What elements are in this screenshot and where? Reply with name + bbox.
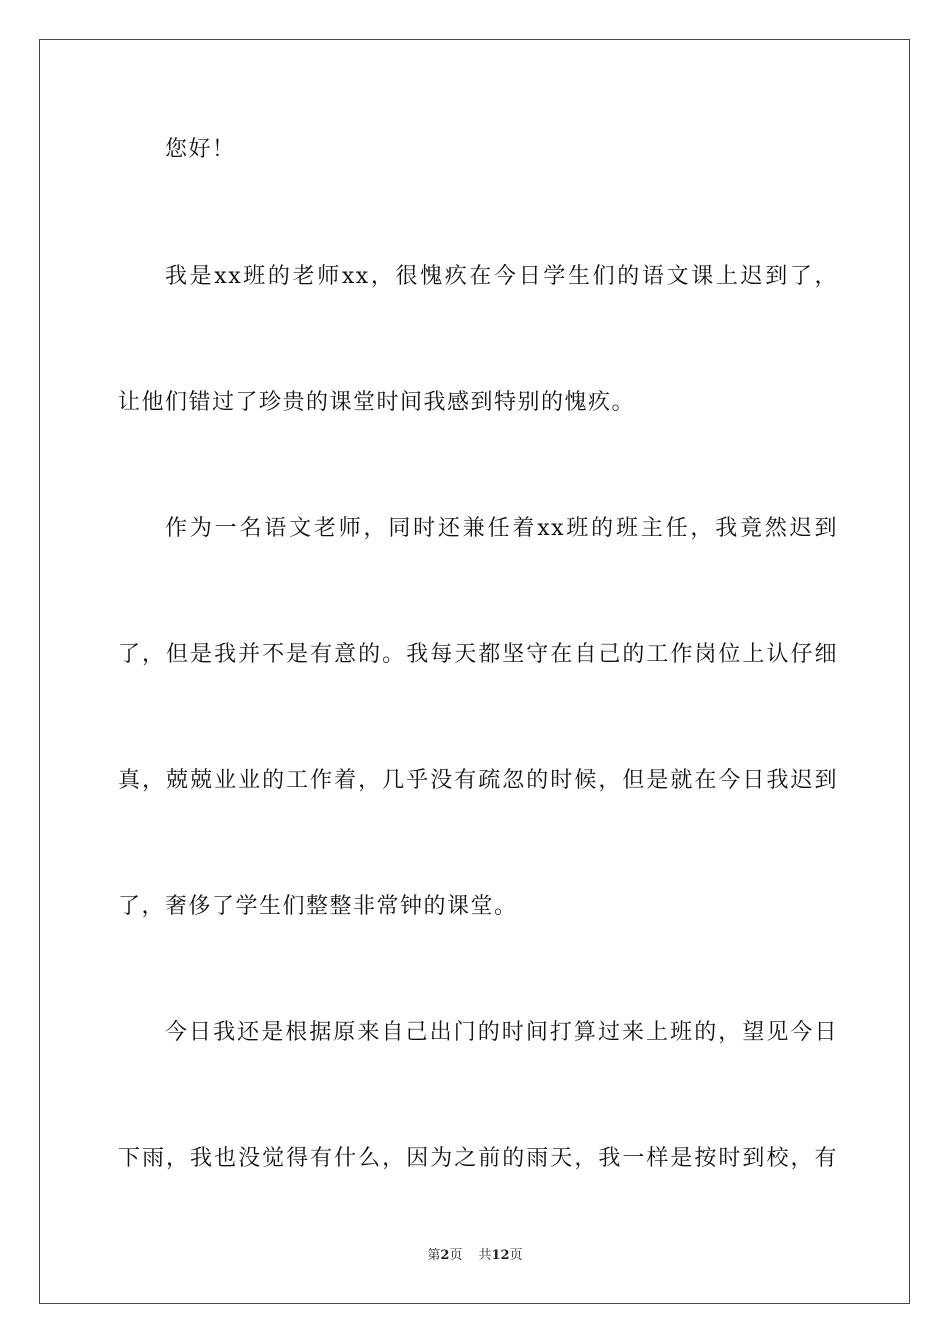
paragraph-1-line-1: 我是xx班的老师xx，很愧疚在今日学生们的语文课上迟到了， <box>165 264 838 289</box>
total-suffix: 页 <box>509 1248 523 1263</box>
page-suffix: 页 <box>449 1248 463 1263</box>
page-number: 2 <box>440 1248 450 1263</box>
page-prefix: 第 <box>427 1248 441 1263</box>
page-border <box>39 39 910 1304</box>
paragraph-2-line-4: 了，奢侈了学生们整整非常钟的课堂。 <box>118 894 518 919</box>
paragraph-2-line-2: 了，但是我并不是有意的。我每天都坚守在自己的工作岗位上认仔细 <box>118 642 838 667</box>
paragraph-1-line-2: 让他们错过了珍贵的课堂时间我感到特别的愧疚。 <box>118 390 636 415</box>
paragraph-2-line-1: 作为一名语文老师，同时还兼任着xx班的班主任，我竟然迟到 <box>165 516 838 541</box>
total-prefix: 共 <box>478 1248 492 1263</box>
paragraph-3-line-1: 今日我还是根据原来自己出门的时间打算过来上班的，望见今日 <box>165 1020 838 1045</box>
greeting: 您好！ <box>165 137 236 162</box>
total-pages: 12 <box>491 1248 510 1263</box>
paragraph-3-line-2: 下雨，我也没觉得有什么，因为之前的雨天，我一样是按时到校，有 <box>118 1146 838 1171</box>
paragraph-2-line-3: 真，兢兢业业的工作着，几乎没有疏忽的时候，但是就在今日我迟到 <box>118 768 838 793</box>
page-footer <box>0 1247 950 1265</box>
